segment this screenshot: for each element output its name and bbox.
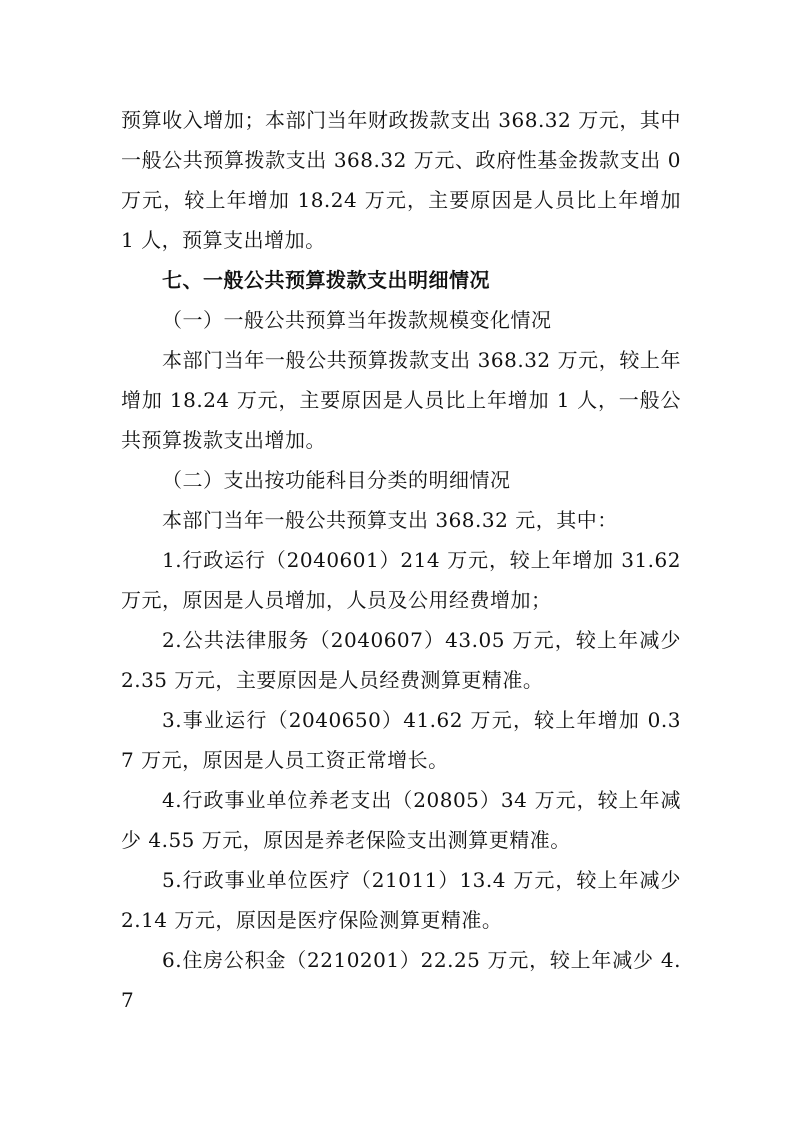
section-heading-general-budget-details: 七、一般公共预算拨款支出明细情况 <box>162 268 490 292</box>
subheading-functional-classification: （二）支出按功能科目分类的明细情况 <box>162 468 511 492</box>
list-item-housing-provident-fund: 6.住房公积金（2210201）22.25 万元，较上年减少 4.7 <box>121 948 681 1012</box>
list-item-institution-operation: 3.事业运行（2040650）41.62 万元，较上年增加 0.37 万元，原因是人员工资正常增长。 <box>121 708 681 772</box>
document-body <box>121 100 681 1020</box>
list-item-administrative-operation: 1.行政运行（2040601）214 万元，较上年增加 31.62 万元，原因是人员增加，人员及公用经费增加； <box>121 548 681 612</box>
subheading-scale-change: （一）一般公共预算当年拨款规模变化情况 <box>162 308 552 332</box>
list-item-medical-expenditure: 5.行政事业单位医疗（21011）13.4 万元，较上年减少 2.14 万元，原因是医疗保险测算更精准。 <box>121 868 681 932</box>
paragraph-total-expenditure: 本部门当年一般公共预算支出 368.32 元，其中： <box>162 508 618 532</box>
paragraph-budget-income: 预算收入增加；本部门当年财政拨款支出 368.32 万元，其中一般公共预算拨款支出 368.32 万元、政府性基金拨款支出 0 万元，较上年增加 18.24 万元，主要原因是人员比上年增加 1 人，预算支出增加。 <box>121 108 681 252</box>
list-item-public-legal-services: 2.公共法律服务（2040607）43.05 万元，较上年减少 2.35 万元，主要原因是人员经费测算更精准。 <box>121 628 681 692</box>
paragraph-scale-change: 本部门当年一般公共预算拨款支出 368.32 万元，较上年增加 18.24 万元，主要原因是人员比上年增加 1 人，一般公共预算拨款支出增加。 <box>121 348 681 452</box>
list-item-pension-expenditure: 4.行政事业单位养老支出（20805）34 万元，较上年减少 4.55 万元，原因是养老保险支出测算更精准。 <box>121 788 681 852</box>
